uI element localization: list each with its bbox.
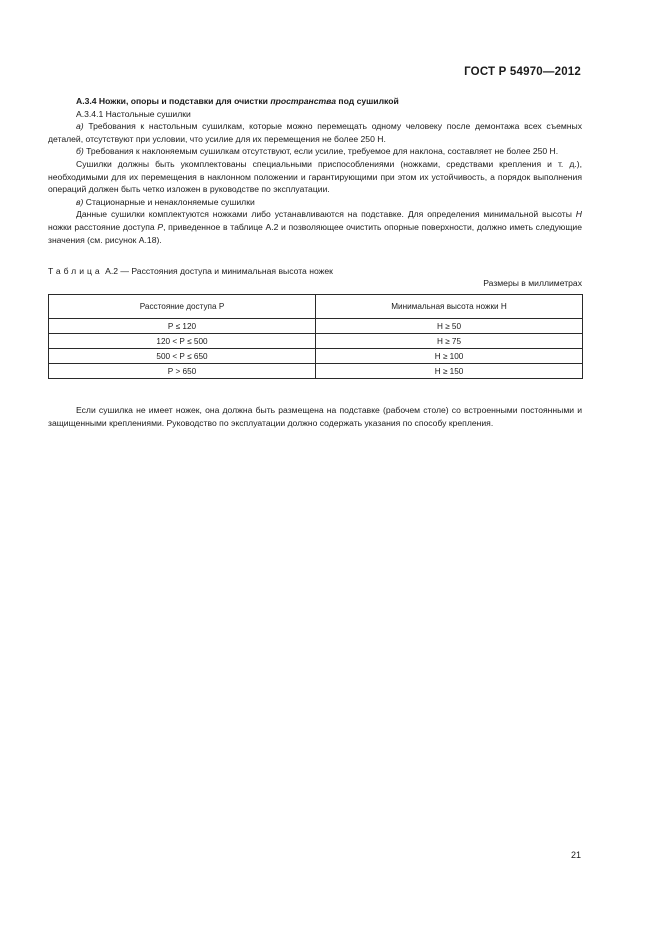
height-cell: Н ≥ 75 (316, 334, 583, 349)
height-cell: Н ≥ 100 (316, 349, 583, 364)
table-caption-label: Таблица (48, 266, 103, 276)
section-heading-italic: пространства (270, 96, 337, 106)
item-a (48, 120, 582, 145)
legs-symbol-h: Н (575, 209, 582, 220)
column-header-height: Минимальная высота ножки Н (316, 295, 583, 319)
table-row (49, 319, 583, 334)
item-v-marker: в) (76, 196, 84, 207)
table-row (49, 349, 583, 364)
subsection-heading: А.3.4.1 Настольные сушилки (76, 108, 191, 119)
section-heading-text: А.3.4 Ножки, опоры и подставки для очистки (76, 96, 271, 106)
access-distance-table (48, 294, 583, 379)
distance-cell: 500 < Р ≤ 650 (49, 349, 316, 364)
distance-cell: Р ≤ 120 (49, 319, 316, 334)
equipment-paragraph: Сушилки должны быть укомплектованы специальными приспособлениями (ножками, средствами крепления и т. д.), необходимыми для их перемещения в наклонном положении и гарантирующими при этом их устойчивость, а порядок выполнения операций должен быть четко изложен в руководстве по эксплуатации. (48, 158, 582, 195)
document-code: ГОСТ Р 54970—2012 (464, 66, 581, 78)
distance-cell: 120 < Р ≤ 500 (49, 334, 316, 349)
legs-paragraph (48, 208, 582, 246)
section-heading-suffix: под сушилкой (336, 96, 399, 106)
item-b-text: Требования к наклоняемым сушилкам отсутствуют, если усилие, требуемое для наклона, составляет не более 250 Н. (83, 146, 559, 157)
table-caption (48, 265, 333, 277)
table-row (49, 364, 583, 379)
section-heading (48, 95, 582, 108)
column-header-distance: Расстояние доступа Р (49, 295, 316, 319)
closing-section (48, 404, 582, 429)
item-v-text: Стационарные и ненаклоняемые сушилки (83, 196, 255, 207)
legs-text-1: Данные сушилки комплектуются ножками либо устанавливаются на подставке. Для определения минимальной высоты (76, 209, 576, 220)
table-header-row (49, 295, 583, 319)
legs-symbol-p: Р (157, 221, 164, 232)
section-body (48, 95, 582, 246)
page-number: 21 (570, 850, 581, 860)
item-b-marker: б) (76, 146, 84, 157)
distance-cell: Р > 650 (49, 364, 316, 379)
legs-text-2: ножки расстояние доступа (48, 221, 158, 232)
height-cell: Н ≥ 150 (316, 364, 583, 379)
item-b (48, 145, 582, 158)
table-units: Размеры в миллиметрах (483, 278, 582, 288)
height-cell: Н ≥ 50 (316, 319, 583, 334)
item-v (48, 196, 582, 209)
item-a-text: Требования к настольным сушилкам, которые можно перемещать одному человеку после демонтажа всех съемных деталей, отсутствуют при условии, что усилие для их перемещения не более 250 Н. (48, 121, 582, 144)
legs-text-3: , приведенное в таблице А.2 и позволяющее очистить опорные поверхности, должно иметь следующие значения (см. рисунок А.18). (48, 221, 582, 245)
item-a-marker: а) (76, 121, 84, 132)
closing-paragraph: Если сушилка не имеет ножек, она должна быть размещена на подставке (рабочем столе) со встроенными постоянными и защищенными креплениями. Руководство по эксплуатации должно содержать указания по способу крепления. (48, 405, 582, 428)
table-row (49, 334, 583, 349)
table-caption-text: А.2 — Расстояния доступа и минимальная высота ножек (102, 266, 333, 276)
